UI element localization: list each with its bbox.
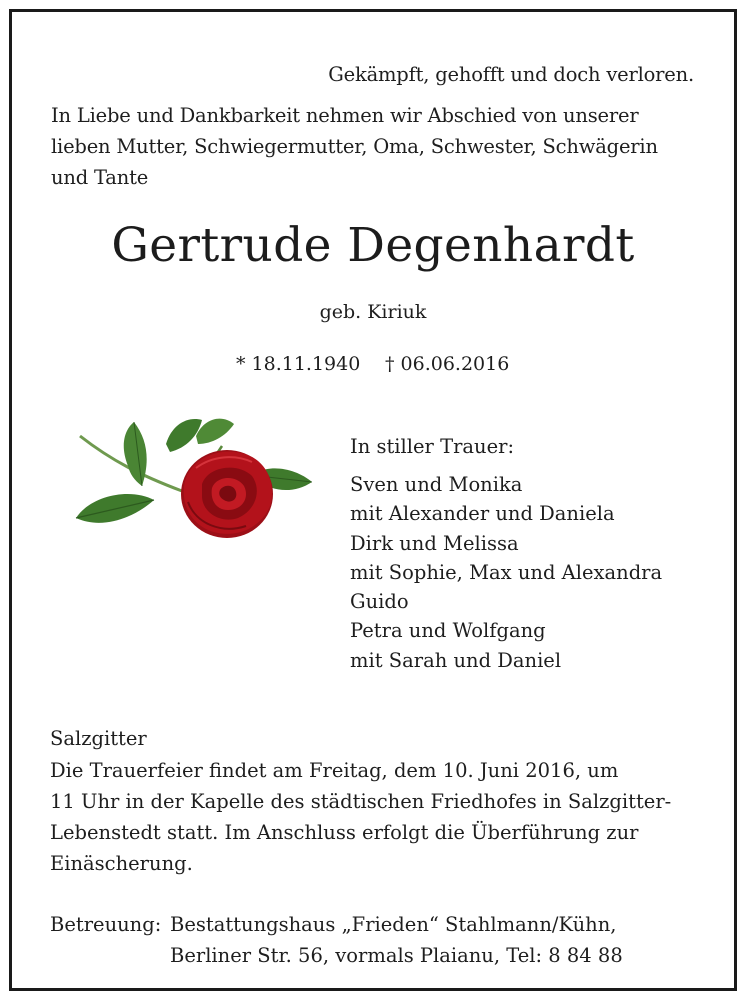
mourner-line: Dirk und Melissa [350, 531, 519, 555]
mourner-line: Sven und Monika [350, 473, 523, 496]
intro-text [51, 100, 658, 193]
funeral-home-address: Berliner Str. 56, vormals Plaianu, Tel: 8 84 88 [170, 944, 623, 967]
service-line: Einäscherung. [50, 852, 193, 875]
birth-date: * 18.11.1940 [236, 353, 361, 375]
intro-line: lieben Mutter, Schwiegermutter, Oma, Schwester, Schwägerin [51, 135, 658, 158]
mourner-line: Petra und Wolfgang [350, 619, 546, 643]
motto: Gekämpft, gehofft und doch verloren. [328, 63, 694, 86]
intro-line: In Liebe und Dankbarkeit nehmen wir Abschied von unserer [51, 104, 639, 127]
obituary-frame [9, 9, 737, 991]
service-line: Die Trauerfeier findet am Freitag, dem 10. Juni 2016, um [50, 759, 619, 782]
place: Salzgitter [50, 727, 147, 750]
mourner-line: mit Sophie, Max und Alexandra [350, 560, 663, 584]
service-line: Lebenstedt statt. Im Anschluss erfolgt die Überführung zur [50, 821, 639, 844]
maiden-name: geb. Kiriuk [319, 301, 427, 323]
mourners-heading: In stiller Trauer: [350, 435, 515, 458]
mourners-list [350, 470, 662, 675]
mourner-line: mit Alexander und Daniela [350, 502, 615, 526]
mourner-line: Guido [350, 590, 409, 614]
red-rose-icon [62, 406, 312, 541]
service-text [50, 755, 671, 879]
service-line: 11 Uhr in der Kapelle des städtischen Friedhofes in Salzgitter- [50, 790, 672, 813]
death-date: † 06.06.2016 [385, 353, 510, 375]
intro-line: und Tante [51, 166, 149, 189]
deceased-name: Gertrude Degenhardt [111, 218, 635, 273]
care-label: Betreuung: [50, 913, 162, 936]
funeral-home: Bestattungshaus „Frieden“ Stahlmann/Kühn, [170, 913, 617, 936]
mourner-line: mit Sarah und Daniel [350, 648, 562, 672]
